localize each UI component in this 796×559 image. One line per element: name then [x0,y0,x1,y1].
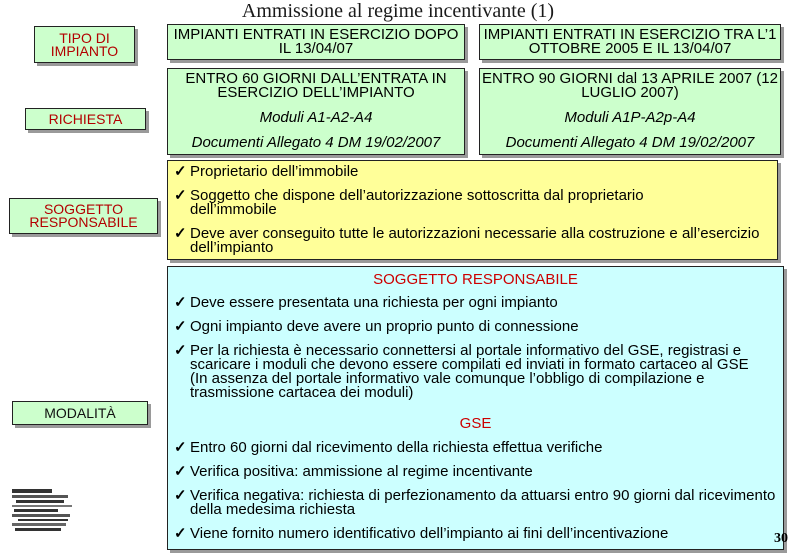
richiesta-after-moduli: Moduli A1-A2-A4 [259,109,373,126]
richiesta-after-documenti: Documenti Allegato 4 DM 19/02/2007 [191,134,441,151]
soggetto-item-1: ✓ Proprietario dell’immobile [174,165,774,179]
gse-logo-icon [12,487,74,535]
richiesta-between-moduli: Moduli A1P-A2p-A4 [564,109,696,126]
label-modalita-text: MODALITÀ [44,404,116,421]
soggetto-item-2: ✓ Soggetto che dispone dell’autorizzazione sottoscritta dal proprietario dell’immobile [174,189,734,217]
header-col-between-text: IMPIANTI ENTRATI IN ESERCIZIO TRA L’1 OTTOBRE 2005 E IL 13/04/07 [483,26,777,57]
richiesta-col-after [167,68,465,155]
modalita-gse-item-4: ✓ Viene fornito numero identificativo dell’impianto ai fini dell’incentivazione [174,527,774,541]
richiesta-col-between [479,68,781,155]
label-tipo-impianto [34,26,135,63]
label-soggetto-text: SOGGETTO RESPONSABILE [29,201,138,230]
modalita-soggetto-item-1: ✓ Deve essere presentata una richiesta per ogni impianto [174,296,774,310]
soggetto-item-3: ✓ Deve aver conseguito tutte le autorizzazioni necessarie alla costruzione e all’esercizio dell’impianto [174,227,774,255]
richiesta-between-documenti: Documenti Allegato 4 DM 19/02/2007 [505,134,755,151]
label-richiesta-text: RICHIESTA [48,110,123,127]
modalita-soggetto-item-3: ✓ Per la richiesta è necessario connettersi al portale informativo del GSE, registrasi e scaricare i moduli che devono essere compilati ed inviati in formato cartaceo al GSE (In assenza del portale informativo vale comunque l’obbligo di compilazione e trasmissione cartacea dei moduli) [174,344,764,400]
richiesta-between-deadline: ENTRO 90 GIORNI dal 13 APRILE 2007 (12 LUGLIO 2007) [482,70,778,101]
label-richiesta [25,108,146,130]
modalita-heading-gse: GSE [459,415,492,432]
modalita-gse-item-2: ✓ Verifica positiva: ammissione al regime incentivante [174,465,774,479]
label-modalita [12,401,148,425]
header-col-between [479,24,781,60]
label-soggetto-responsabile [9,198,158,234]
modalita-gse-item-1: ✓ Entro 60 giorni dal ricevimento della richiesta effettua verifiche [174,441,774,455]
modalita-soggetto-item-2: ✓ Ogni impianto deve avere un proprio punto di connessione [174,320,774,334]
modalita-heading-soggetto: SOGGETTO RESPONSABILE [373,271,578,288]
header-col-after-text: IMPIANTI ENTRATI IN ESERCIZIO DOPO IL 13/04/07 [173,26,459,57]
richiesta-after-deadline: ENTRO 60 GIORNI DALL’ENTRATA IN ESERCIZIO DELL’IMPIANTO [185,70,447,101]
header-col-after [167,24,465,60]
slide-title: Ammissione al regime incentivante (1) [241,0,555,22]
modalita-gse-item-3: ✓ Verifica negativa: richiesta di perfezionamento da attuarsi entro 90 giorni dal ricevimento della medesima richiesta [174,489,778,517]
label-tipo-text: TIPO DI IMPIANTO [50,29,119,59]
page-number: 30 [774,531,788,546]
